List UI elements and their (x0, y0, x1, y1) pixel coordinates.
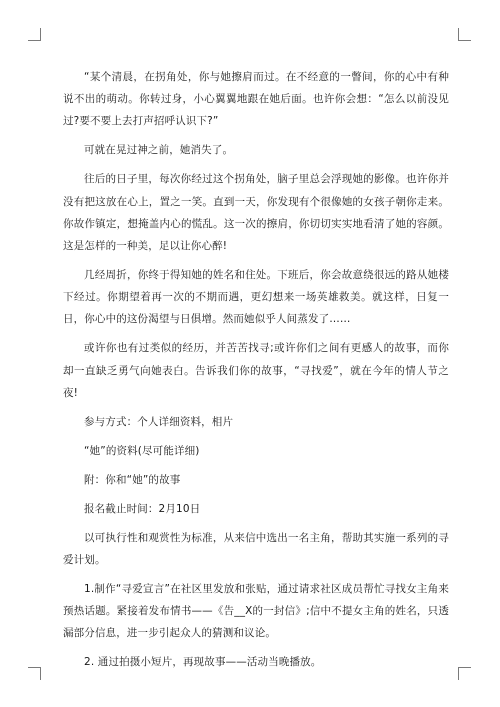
paragraph-participation: 参与方式：个人详细资料，相片 (84, 415, 234, 428)
paragraph-her-info: “她”的资料(尽可能详细) (84, 444, 200, 457)
paragraph-invitation: 或许你也有过类似的经历，并苦苦找寻;或许你们之间有更感人的故事，而你却一直缺乏勇气向她表白。告诉我们你的故事，“寻找爱”，就在今年的情人节之夜! (63, 342, 449, 399)
paragraph-attachment: 附：你和“她”的故事 (84, 473, 181, 486)
paragraph-days-after: 往后的日子里，每次你经过这个拐角处，脑子里总会浮现她的影像。也许你并没有把这放在心上，置之一笑。直到一天，你发现有个很像她的女孩子朝你走来。你故作镇定，想掩盖内心的慌乱。这一次的擦肩，你切切实实地看清了她的容颜。这是怎样的一种美，足以让你心醉! (63, 173, 449, 253)
crop-mark-top-right (458, 28, 471, 41)
paragraph-encounter: “某个清晨，在拐角处，你与她擦肩而过。在不经意的一瞥间，你的心中有种说不出的萌动。你转过身，小心翼翼地跟在她后面。也许你会想：“怎么以前没见过?要不要上去打声招呼认识下?” (63, 71, 449, 128)
crop-mark-top-left (28, 28, 41, 41)
paragraph-step-1: 1.制作“寻爱宣言”在社区里发放和张贴，通过请求社区成员帮忙寻找女主角来预热话题。紧接着发布情书——《告__X的一封信》;信中不提女主角的姓名，只透漏部分信息，进一步引起众人的猜测和议论。 (63, 583, 449, 640)
paragraph-step-2: 2. 通过拍摄小短片，再现故事——活动当晚播放。 (84, 656, 322, 669)
paragraph-search: 几经周折，你终于得知她的姓名和住处。下班后，你会故意绕很远的路从她楼下经过。你期望着再一次的不期而遇，更幻想来一场英雄救美。就这样，日复一日，你心中的这份渴望与日俱增。然而她似乎人间蒸发了…… (63, 269, 449, 326)
paragraph-deadline: 报名截止时间：2月10日 (84, 502, 201, 515)
crop-mark-bottom-right (458, 667, 471, 680)
paragraph-disappear: 可就在晃过神之前，她消失了。 (84, 144, 234, 157)
crop-mark-bottom-left (28, 667, 41, 680)
document-body (63, 66, 449, 674)
paragraph-selection: 以可执行性和观赏性为标准，从来信中选出一名主角，帮助其实施一系列的寻爱计划。 (63, 531, 449, 567)
